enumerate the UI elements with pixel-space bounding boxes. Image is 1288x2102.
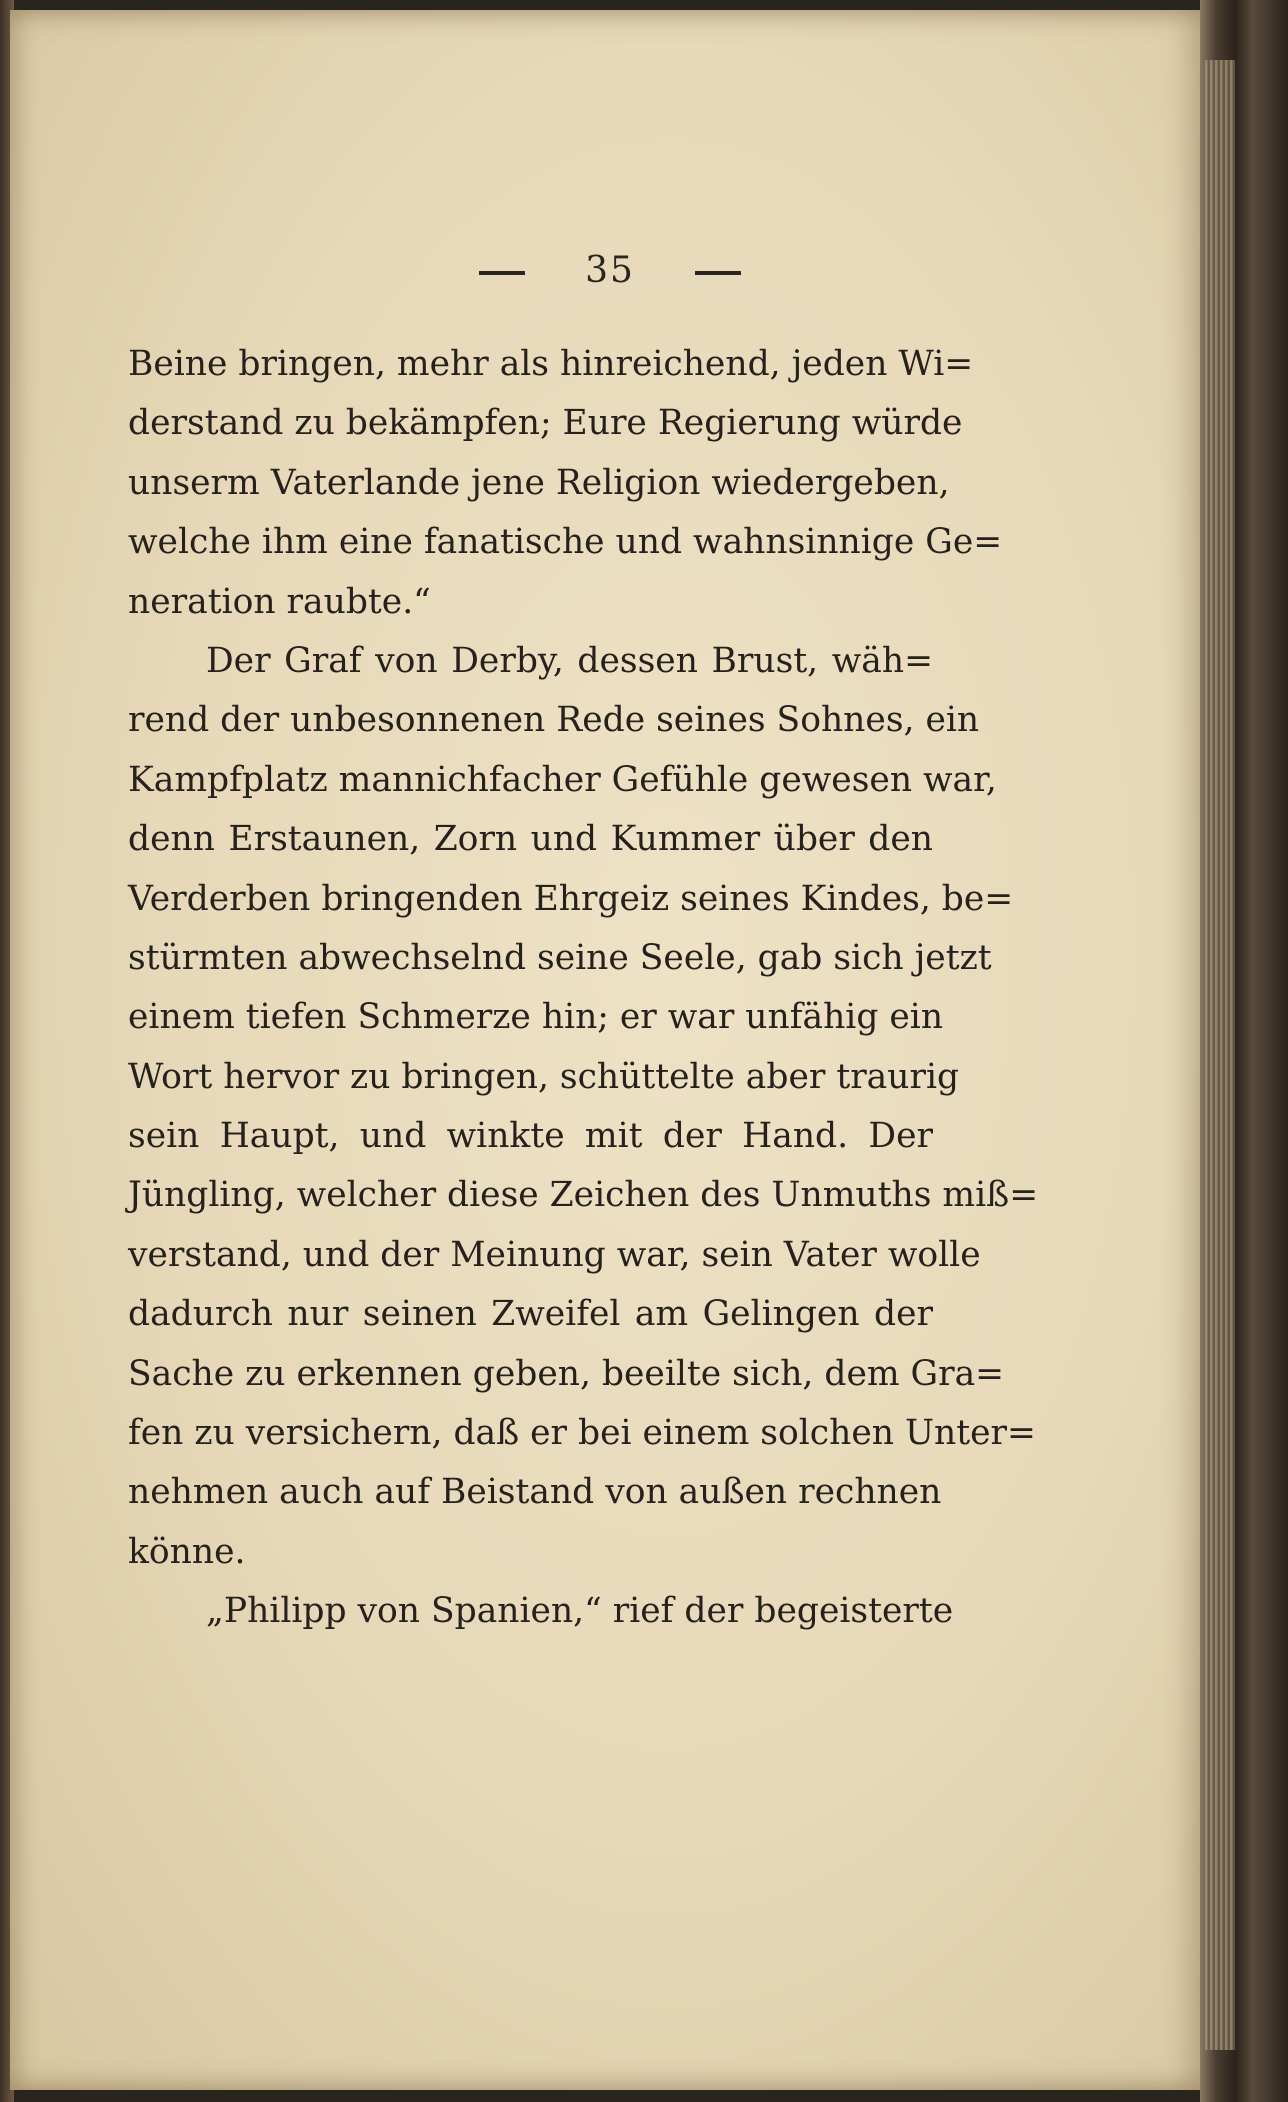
text-line: unserm Vaterlande jene Religion wiedergeben, bbox=[128, 462, 950, 503]
text-line: welche ihm eine fanatische und wahnsinnige Ge= bbox=[128, 522, 1003, 563]
text-line: Verderben bringenden Ehrgeiz seines Kindes, be= bbox=[128, 878, 1014, 919]
text-line: Jüngling, welcher diese Zeichen des Unmuths miß= bbox=[128, 1175, 1039, 1216]
page-number: 35 bbox=[585, 250, 635, 291]
text-line: fen zu versichern, daß er bei einem solchen Unter= bbox=[128, 1413, 1036, 1454]
page-stack-edge bbox=[1205, 60, 1235, 2050]
text-line: verstand, und der Meinung war, sein Vater wolle bbox=[128, 1234, 981, 1275]
text-line: stürmten abwechselnd seine Seele, gab sich jetzt bbox=[128, 937, 992, 978]
text-line: neration raubte.“ bbox=[128, 581, 431, 622]
book-page bbox=[10, 10, 1210, 2090]
text-line: nehmen auch auf Beistand von außen rechnen bbox=[128, 1472, 942, 1513]
text-line: Der Graf von Derby, dessen Brust, wäh= bbox=[206, 640, 933, 681]
body-text bbox=[128, 335, 1039, 1642]
head-dash-left bbox=[479, 271, 525, 275]
text-line: sein Haupt, und winkte mit der Hand. Der bbox=[128, 1116, 933, 1157]
text-line: Beine bringen, mehr als hinreichend, jeden Wi= bbox=[128, 344, 974, 384]
text-line: derstand zu bekämpfen; Eure Regierung würde bbox=[128, 403, 963, 444]
running-head bbox=[10, 250, 1210, 291]
text-line: einem tiefen Schmerze hin; er war unfähig ein bbox=[128, 997, 944, 1038]
text-line: rend der unbesonnenen Rede seines Sohnes, ein bbox=[128, 700, 980, 741]
text-line: denn Erstaunen, Zorn und Kummer über den bbox=[128, 819, 933, 860]
text-line: Kampfplatz mannichfacher Gefühle gewesen war, bbox=[128, 759, 997, 800]
text-line: dadurch nur seinen Zweifel am Gelingen der bbox=[128, 1294, 933, 1335]
text-line: Wort hervor zu bringen, schüttelte aber traurig bbox=[128, 1056, 960, 1097]
head-dash-right bbox=[695, 271, 741, 275]
text-line: Sache zu erkennen geben, beeilte sich, dem Gra= bbox=[128, 1353, 1005, 1394]
text-line: „Philipp von Spanien,“ rief der begeisterte bbox=[206, 1591, 954, 1632]
text-line: könne. bbox=[128, 1531, 246, 1572]
